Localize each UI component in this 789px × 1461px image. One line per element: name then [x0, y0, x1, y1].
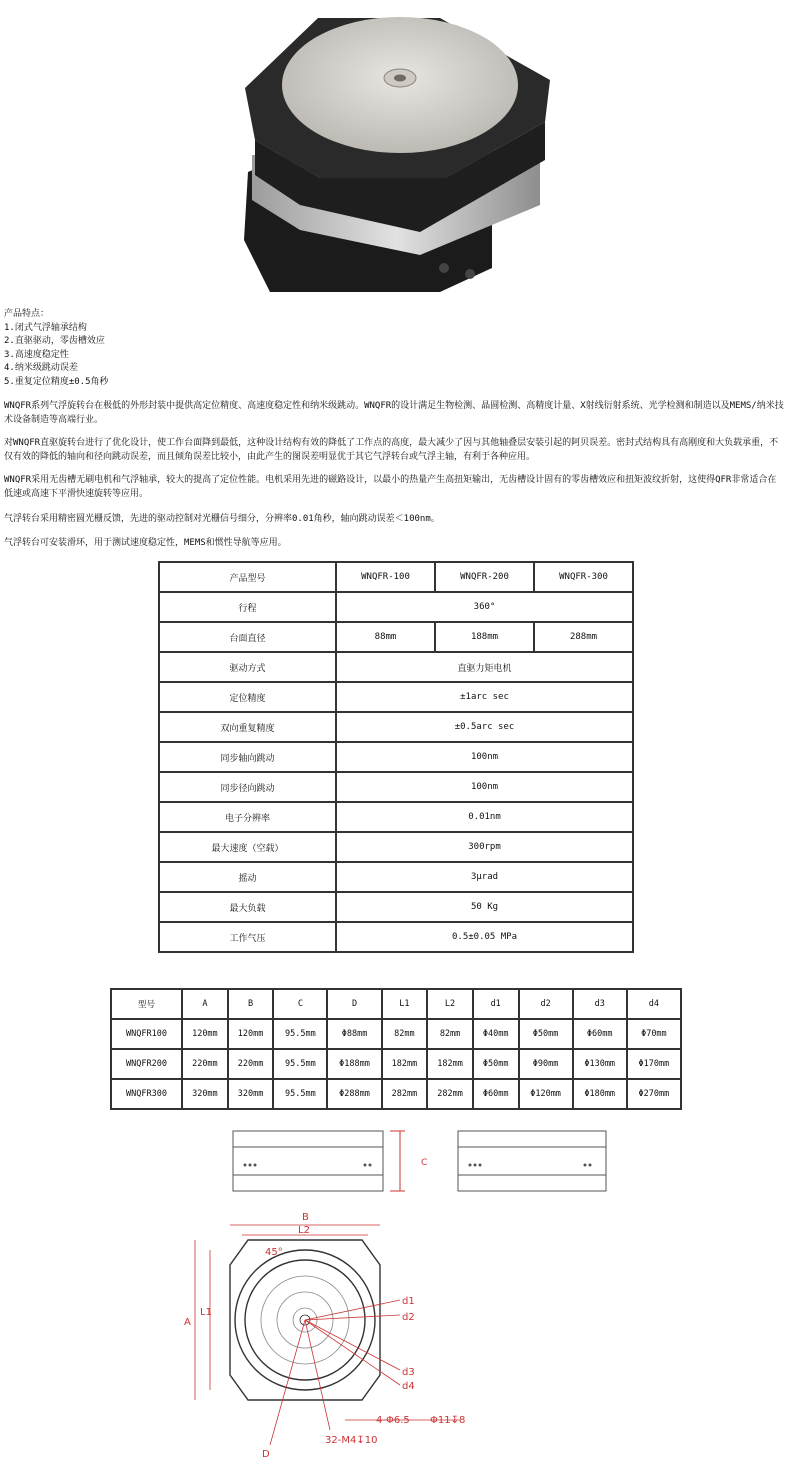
table-row	[111, 989, 681, 1019]
table-cell: Φ288mm	[327, 1079, 381, 1109]
table-row	[159, 622, 633, 652]
table-row	[159, 742, 633, 772]
dim-label: 32-M4↧10	[325, 1435, 378, 1446]
table-row	[111, 1019, 681, 1049]
intro-paragraph: WNQFR系列气浮旋转台在极低的外形封装中提供高定位精度、高速度稳定性和纳米级跳动。WNQFR的设计满足生物检测、晶圆检测、高精度计量、X射线衍射系统、光学检测和制造以及MEMS/纳米技术设备制造等高端行业。	[4, 401, 784, 425]
dim-label: C	[421, 1158, 428, 1168]
table-cell: 320mm	[228, 1079, 274, 1109]
table-cell: Φ88mm	[327, 1019, 381, 1049]
table-cell: WNQFR100	[111, 1019, 182, 1049]
table-cell: WNQFR200	[111, 1049, 182, 1079]
table-cell: 100nm	[336, 742, 633, 772]
table-cell: D	[327, 989, 381, 1019]
table-cell: B	[228, 989, 274, 1019]
table-cell: 摇动	[159, 862, 336, 892]
dim-label: d2	[402, 1312, 415, 1323]
table-cell: 工作气压	[159, 922, 336, 952]
table-cell: 360°	[336, 592, 633, 622]
motor-paragraph: WNQFR采用无齿槽无刷电机和气浮轴承，较大的提高了定位性能。电机采用先进的磁路设计，以最小的热量产生高扭矩输出，无齿槽设计固有的零齿槽效应和扭矩波纹折射，这使得QFR非常适合在低速或高速下平滑快速旋转等应用。	[4, 475, 777, 499]
table-cell: d1	[473, 989, 519, 1019]
table-cell: 型号	[111, 989, 182, 1019]
dim-label: Φ11↧8	[430, 1415, 466, 1426]
table-cell: 288mm	[534, 622, 633, 652]
table-cell: 300rpm	[336, 832, 633, 862]
features-list	[4, 308, 109, 389]
table-cell: Φ70mm	[627, 1019, 681, 1049]
table-cell: 282mm	[382, 1079, 428, 1109]
table-cell: Φ60mm	[573, 1019, 627, 1049]
table-row	[111, 1049, 681, 1079]
table-cell: C	[273, 989, 327, 1019]
table-cell: 0.5±0.05 MPa	[336, 922, 633, 952]
table-cell: 行程	[159, 592, 336, 622]
top-view-drawing	[180, 1205, 480, 1460]
table-cell: 220mm	[228, 1049, 274, 1079]
table-cell: d2	[519, 989, 573, 1019]
table-cell: 最大速度（空载）	[159, 832, 336, 862]
dim-label: d3	[402, 1367, 415, 1378]
encoder-paragraph: 气浮转台采用精密圆光栅反馈，先进的驱动控制对光栅信号细分，分辨率0.01角秒，轴向跳动误差＜100nm。	[4, 514, 440, 524]
table-cell: 82mm	[382, 1019, 428, 1049]
dimension-table	[110, 988, 682, 1110]
table-cell: d3	[573, 989, 627, 1019]
table-cell: 台面直径	[159, 622, 336, 652]
table-row	[159, 592, 633, 622]
table-cell: Φ40mm	[473, 1019, 519, 1049]
table-cell: 产品型号	[159, 562, 336, 592]
table-cell: 双向重复精度	[159, 712, 336, 742]
table-cell: 120mm	[182, 1019, 228, 1049]
table-cell: 95.5mm	[273, 1019, 327, 1049]
table-cell: 120mm	[228, 1019, 274, 1049]
table-cell: Φ50mm	[519, 1019, 573, 1049]
table-cell: 182mm	[427, 1049, 473, 1079]
table-cell: 220mm	[182, 1049, 228, 1079]
table-cell: ±0.5arc sec	[336, 712, 633, 742]
table-cell: 50 Kg	[336, 892, 633, 922]
table-cell: ±1arc sec	[336, 682, 633, 712]
feature-item: 4.纳米级跳动误差	[4, 363, 78, 373]
table-cell: L2	[427, 989, 473, 1019]
table-cell: 100nm	[336, 772, 633, 802]
table-cell: 82mm	[427, 1019, 473, 1049]
table-cell: 188mm	[435, 622, 534, 652]
product-photo	[0, 0, 789, 300]
dim-label: A	[184, 1317, 191, 1328]
table-cell: 最大负载	[159, 892, 336, 922]
table-cell: Φ130mm	[573, 1049, 627, 1079]
table-cell: WNQFR-100	[336, 562, 435, 592]
table-row	[159, 892, 633, 922]
slipring-paragraph: 气浮转台可安装滑环，用于测试速度稳定性，MEMS和惯性导航等应用。	[4, 538, 287, 548]
side-view-drawing	[225, 1125, 615, 1200]
table-cell: 182mm	[382, 1049, 428, 1079]
table-cell: 定位精度	[159, 682, 336, 712]
dim-label: 4-Φ6.5	[376, 1415, 410, 1426]
feature-item: 2.直驱驱动，零齿槽效应	[4, 336, 105, 346]
feature-item: 3.高速度稳定性	[4, 349, 69, 360]
table-row	[159, 682, 633, 712]
dim-label: d4	[402, 1381, 415, 1392]
table-cell: 95.5mm	[273, 1049, 327, 1079]
table-row	[159, 922, 633, 952]
dim-label: 45°	[265, 1247, 283, 1258]
table-row	[159, 832, 633, 862]
design-paragraph: 对WNQFR直驱旋转台进行了优化设计，使工作台面降到最低，这种设计结构有效的降低了工作点的高度，最大减少了因与其他轴叠层安装引起的阿贝误差。密封式结构具有高刚度和大负载承重，不仅有效的降低的轴向和径向跳动误差，而且倾角误差比较小，由此产生的图误差明显优于其它气浮转台或气浮主轴，有利于各种应用。	[4, 438, 779, 462]
table-cell: 282mm	[427, 1079, 473, 1109]
table-cell: 0.01nm	[336, 802, 633, 832]
table-cell: Φ270mm	[627, 1079, 681, 1109]
table-cell: 同步径向跳动	[159, 772, 336, 802]
table-cell: Φ50mm	[473, 1049, 519, 1079]
table-cell: Φ170mm	[627, 1049, 681, 1079]
feature-item: 5.重复定位精度±0.5角秒	[4, 376, 109, 387]
table-cell: Φ90mm	[519, 1049, 573, 1079]
table-row	[159, 562, 633, 592]
spec-table	[158, 561, 634, 953]
dim-label: D	[262, 1449, 270, 1460]
table-cell: 驱动方式	[159, 652, 336, 682]
table-cell: 88mm	[336, 622, 435, 652]
table-cell: Φ60mm	[473, 1079, 519, 1109]
features-title: 产品特点：	[4, 309, 50, 319]
table-cell: Φ120mm	[519, 1079, 573, 1109]
table-cell: A	[182, 989, 228, 1019]
table-cell: 直驱力矩电机	[336, 652, 633, 682]
dim-label: L2	[298, 1225, 310, 1236]
table-row	[111, 1079, 681, 1109]
table-cell: WNQFR300	[111, 1079, 182, 1109]
dim-label: L1	[200, 1307, 212, 1318]
dim-label: B	[302, 1212, 309, 1223]
table-cell: 3μrad	[336, 862, 633, 892]
table-cell: 同步轴向跳动	[159, 742, 336, 772]
table-cell: WNQFR-300	[534, 562, 633, 592]
table-row	[159, 772, 633, 802]
table-cell: Φ188mm	[327, 1049, 381, 1079]
table-row	[159, 862, 633, 892]
feature-item: 1.闭式气浮轴承结构	[4, 322, 87, 333]
table-row	[159, 712, 633, 742]
table-cell: WNQFR-200	[435, 562, 534, 592]
table-cell: 电子分辨率	[159, 802, 336, 832]
dim-label: d1	[402, 1296, 415, 1307]
table-cell: L1	[382, 989, 428, 1019]
table-cell: d4	[627, 989, 681, 1019]
table-cell: 95.5mm	[273, 1079, 327, 1109]
table-row	[159, 652, 633, 682]
table-row	[159, 802, 633, 832]
table-cell: 320mm	[182, 1079, 228, 1109]
table-cell: Φ180mm	[573, 1079, 627, 1109]
